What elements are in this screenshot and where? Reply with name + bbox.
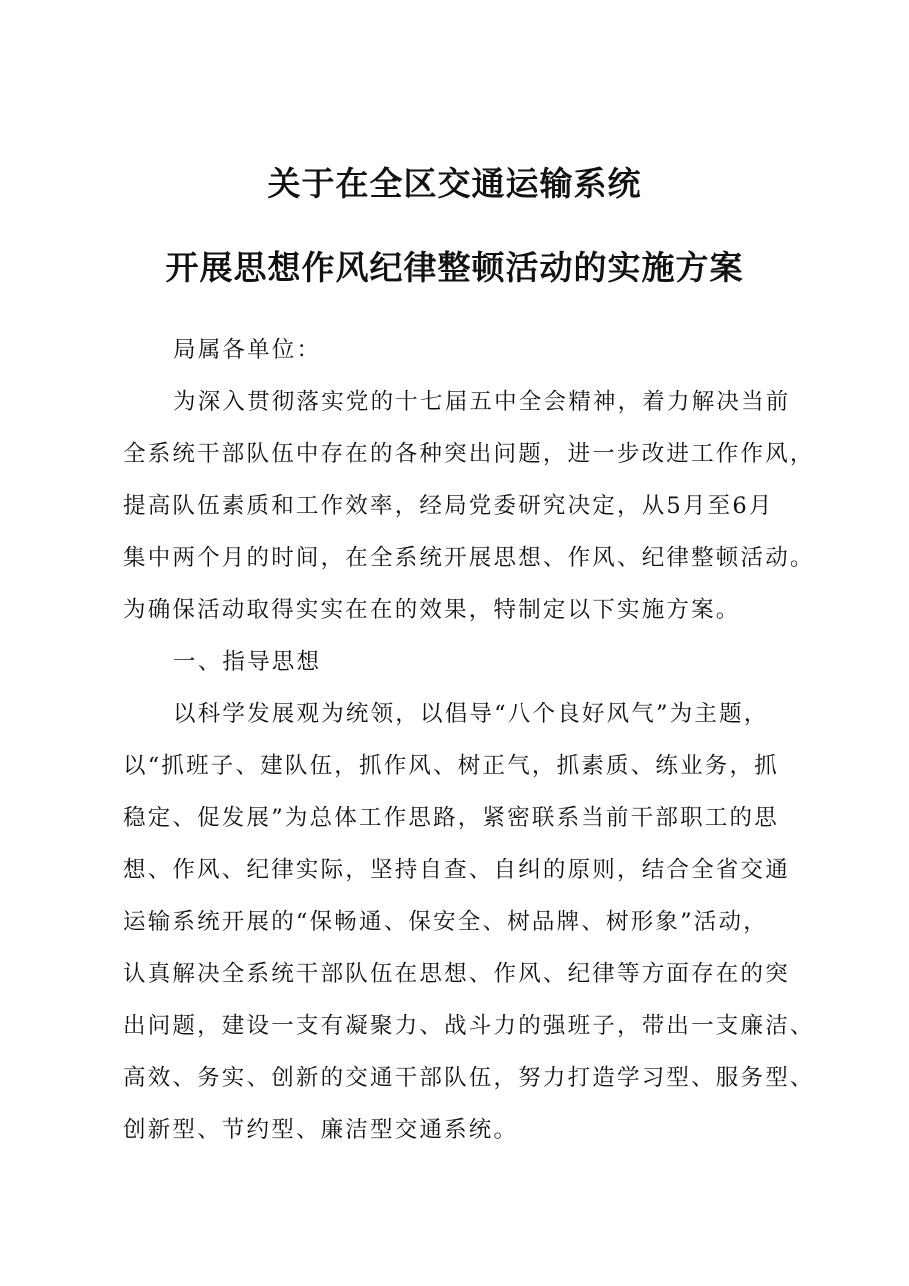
paragraph-line: 为深入贯彻落实党的十七届五中全会精神，着力解决当前 [173,389,791,415]
document-body [123,324,813,1156]
document-title-line-2: 开展思想作风纪律整顿活动的实施方案 [165,248,744,287]
salutation: 局属各单位： [173,337,322,363]
paragraph-line: 创新型、节约型、廉洁型交通系统。 [123,1117,519,1143]
paragraph-line: 以“抓班子、建队伍，抓作风、树正气，抓素质、练业务，抓 [123,753,779,779]
paragraph-line: 认真解决全系统干部队伍在思想、作风、纪律等方面存在的突 [123,961,790,987]
paragraph-line: 提高队伍素质和工作效率，经局党委研究决定，从5月至6月 [123,493,774,519]
paragraph-line: 集中两个月的时间，在全系统开展思想、作风、纪律整顿活动。 [123,545,815,571]
paragraph-line: 想、作风、纪律实际，坚持自查、自纠的原则，结合全省交通 [123,857,790,883]
document-title-line-1: 关于在全区交通运输系统 [267,164,642,203]
paragraph-line: 出问题，建设一支有凝聚力、战斗力的强班子，带出一支廉洁、 [123,1013,815,1039]
paragraph-line: 高效、务实、创新的交通干部队伍，努力打造学习型、服务型、 [123,1065,815,1091]
paragraph-line: 稳定、促发展”为总体工作思路，紧密联系当前干部职工的思 [123,805,779,831]
paragraph-line: 运输系统开展的“保畅通、保安全、树品牌、树形象”活动， [123,909,768,935]
section-heading: 一、指导思想 [173,649,322,675]
paragraph-line: 全系统干部队伍中存在的各种突出问题，进一步改进工作作风， [123,441,815,467]
paragraph-line: 以科学发展观为统领，以倡导“八个良好风气”为主题， [173,701,769,727]
paragraph-line: 为确保活动取得实实在在的效果，特制定以下实施方案。 [123,597,741,623]
